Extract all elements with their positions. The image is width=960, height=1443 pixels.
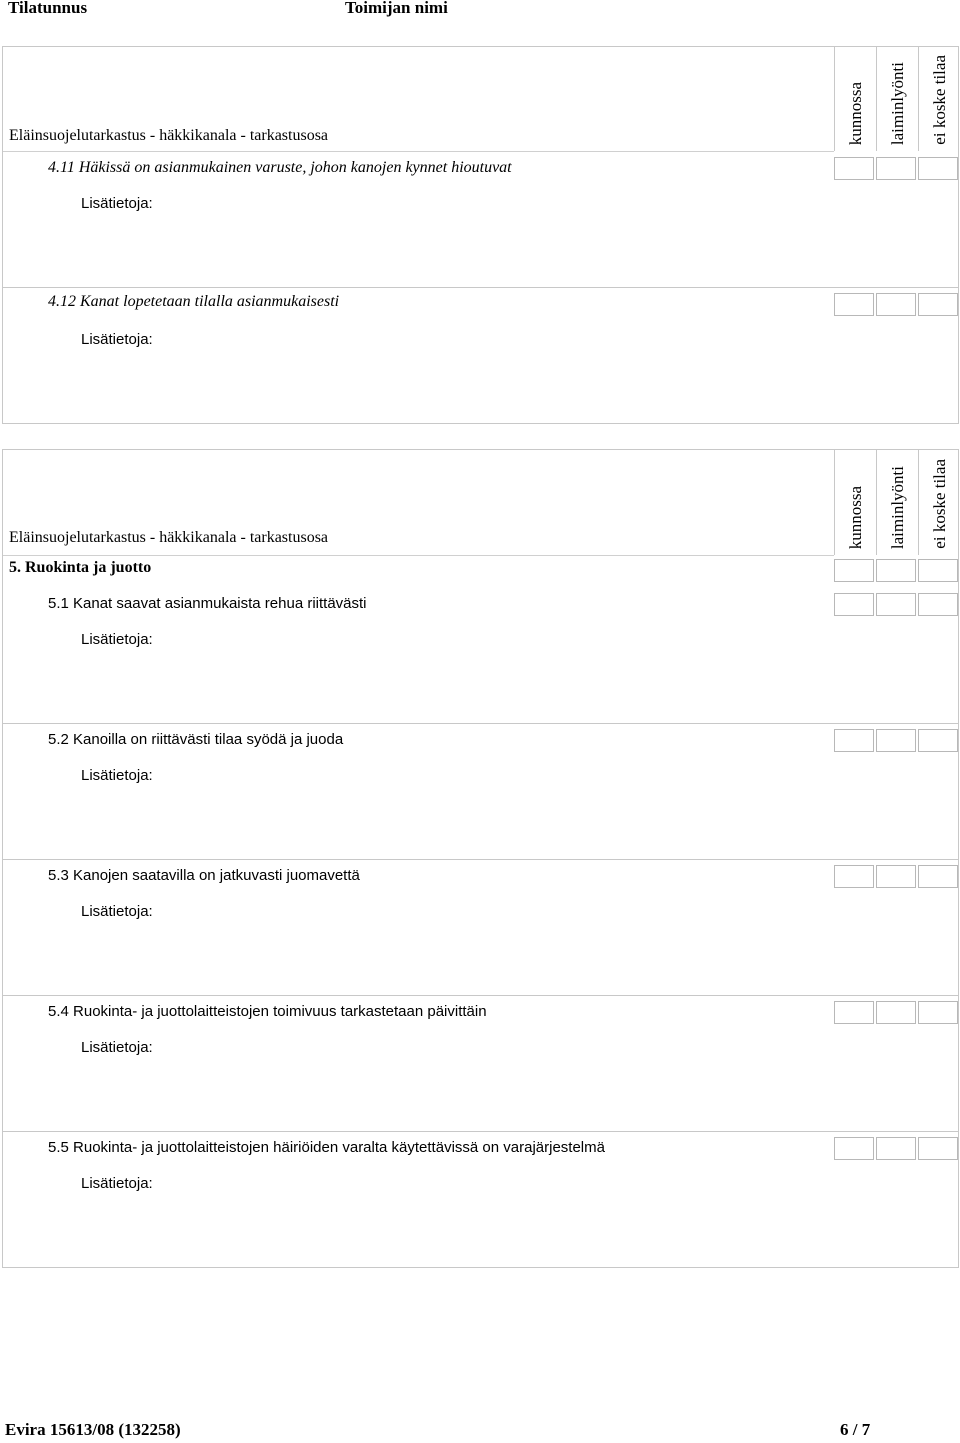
checklist-item: [3, 859, 958, 995]
item-question: 4.12 Kanat lopetetaan tilalla asianmukaisesti: [48, 293, 340, 310]
checkbox-laiminlyonti[interactable]: [876, 157, 916, 180]
checklist-item: [3, 723, 958, 859]
section-title: Eläinsuojelutarkastus - häkkikanala - tarkastusosa: [9, 127, 329, 144]
column-header-kunnossa: kunnossa: [834, 450, 876, 555]
checkbox-laiminlyonti[interactable]: [876, 293, 916, 316]
checklist-item: [3, 587, 958, 723]
notes-label: Lisätietoja:: [81, 195, 153, 212]
checkbox-kunnossa[interactable]: [834, 293, 874, 316]
column-header-ei-koske: ei koske tilaa: [918, 47, 960, 151]
checkbox-ei-koske[interactable]: [918, 729, 958, 752]
column-header-ei-koske: ei koske tilaa: [918, 450, 960, 555]
item-question: 5.1 Kanat saavat asianmukaista rehua riittävästi: [48, 595, 367, 612]
checkbox-ei-koske[interactable]: [918, 865, 958, 888]
notes-label: Lisätietoja:: [81, 767, 153, 784]
item-question: 5.3 Kanojen saatavilla on jatkuvasti juomavettä: [48, 867, 360, 884]
checkbox-ei-koske[interactable]: [918, 593, 958, 616]
inspection-section-1: [2, 46, 959, 424]
checklist-item: [3, 1131, 958, 1267]
section-heading-row: [3, 555, 958, 587]
checklist-item: [3, 287, 958, 423]
checkbox-kunnossa[interactable]: [834, 593, 874, 616]
column-header-kunnossa: kunnossa: [834, 47, 876, 151]
document-id: Evira 15613/08 (132258): [5, 1420, 181, 1439]
item-question: 5.5 Ruokinta- ja juottolaitteistojen häiriöiden varalta käytettävissä on varajärjestelmä: [48, 1139, 605, 1156]
tilatunnus-label: Tilatunnus: [8, 0, 88, 17]
checkbox-ei-koske[interactable]: [918, 1001, 958, 1024]
item-question: 5.2 Kanoilla on riittävästi tilaa syödä ja juoda: [48, 731, 344, 748]
section-title: Eläinsuojelutarkastus - häkkikanala - tarkastusosa: [9, 529, 329, 546]
checkbox-ei-koske[interactable]: [918, 157, 958, 180]
checkbox-laiminlyonti[interactable]: [876, 593, 916, 616]
notes-label: Lisätietoja:: [81, 331, 153, 348]
checkbox-kunnossa[interactable]: [834, 1137, 874, 1160]
column-header-laiminlyonti: laiminlyönti: [876, 47, 918, 151]
checkbox-laiminlyonti[interactable]: [876, 559, 916, 582]
notes-label: Lisätietoja:: [81, 1039, 153, 1056]
inspection-section-2: [2, 449, 959, 1268]
checklist-item: [3, 151, 958, 287]
page-number: 6 / 7: [840, 1420, 871, 1439]
notes-label: Lisätietoja:: [81, 903, 153, 920]
checkbox-laiminlyonti[interactable]: [876, 729, 916, 752]
toimija-label: Toimijan nimi: [345, 0, 448, 17]
page-header: [0, 0, 960, 20]
notes-label: Lisätietoja:: [81, 631, 153, 648]
section-heading: 5. Ruokinta ja juotto: [9, 559, 152, 576]
checkbox-kunnossa[interactable]: [834, 157, 874, 180]
checkbox-ei-koske[interactable]: [918, 559, 958, 582]
checkbox-kunnossa[interactable]: [834, 865, 874, 888]
page-footer: [0, 1420, 960, 1443]
checklist-item: [3, 995, 958, 1131]
checkbox-ei-koske[interactable]: [918, 1137, 958, 1160]
checkbox-kunnossa[interactable]: [834, 1001, 874, 1024]
checkbox-kunnossa[interactable]: [834, 559, 874, 582]
notes-label: Lisätietoja:: [81, 1175, 153, 1192]
checkbox-kunnossa[interactable]: [834, 729, 874, 752]
item-question: 5.4 Ruokinta- ja juottolaitteistojen toimivuus tarkastetaan päivittäin: [48, 1003, 487, 1020]
checkbox-laiminlyonti[interactable]: [876, 865, 916, 888]
checkbox-laiminlyonti[interactable]: [876, 1001, 916, 1024]
item-question: 4.11 Häkissä on asianmukainen varuste, johon kanojen kynnet hioutuvat: [48, 159, 512, 176]
checkbox-laiminlyonti[interactable]: [876, 1137, 916, 1160]
column-header-laiminlyonti: laiminlyönti: [876, 450, 918, 555]
checkbox-ei-koske[interactable]: [918, 293, 958, 316]
